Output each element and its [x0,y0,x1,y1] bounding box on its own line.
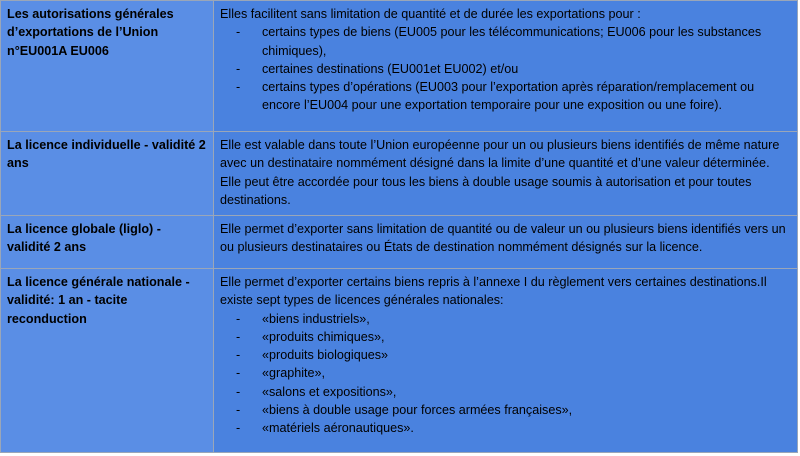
row-label [1,269,214,453]
list-item: - «matériels aéronautiques». [220,419,791,437]
dash-list [220,23,791,114]
table-row [1,132,798,216]
row-label-text: La licence globale (liglo) - validité 2 ans [7,222,161,255]
list-item: - «biens industriels», [220,310,791,328]
row-description [214,216,798,269]
row-description [214,132,798,216]
row-label-text: Les autorisations générales d’exportations de l’Union n°EU001A EU006 [7,7,174,58]
list-item: - certains types d’opérations (EU003 pour l’exportation après réparation/remplacement ou encore l’EU004 pour une exportation temporaire pour une exposition ou une foire). [220,78,791,115]
list-item: - «produits chimiques», [220,328,791,346]
description-text: Elle permet d’exporter sans limitation de quantité ou de valeur un ou plusieurs biens identifiés vers un ou plusieurs destinataires ou États de destination nommément désignés sur la licence. [220,222,786,255]
row-label [1,216,214,269]
row-label-text: La licence générale nationale - validité: 1 an - tacite reconduction [7,275,190,326]
dash-list [220,310,791,438]
table-row [1,269,798,453]
list-item: - «graphite», [220,364,791,382]
table-row [1,216,798,269]
row-label [1,1,214,132]
list-item: - «biens à double usage pour forces armées françaises», [220,401,791,419]
row-description [214,269,798,453]
description-text: Elle est valable dans toute l’Union européenne pour un ou plusieurs biens identifiés de même nature avec un destinataire nommément désigné dans la limite d’une quantité et d’une valeur déterminée. Elle peut être accordée pour tous les biens à double usage soumis à autorisation et pour toutes destinations. [220,138,780,207]
row-label [1,132,214,216]
row-label-text: La licence individuelle - validité 2 ans [7,138,206,171]
row-description [214,1,798,132]
description-intro: Elle permet d’exporter certains biens repris à l’annexe I du règlement vers certaines destinations.Il existe sept types de licences générales nationales: [220,275,767,308]
list-item: - certains types de biens (EU005 pour les télécommunications; EU006 pour les substances chimiques), [220,23,791,60]
list-item: - certaines destinations (EU001et EU002) et/ou [220,60,791,78]
list-item: - «salons et expositions», [220,383,791,401]
description-intro: Elles facilitent sans limitation de quantité et de durée les exportations pour : [220,7,641,21]
table-row [1,1,798,132]
list-item: - «produits biologiques» [220,346,791,364]
